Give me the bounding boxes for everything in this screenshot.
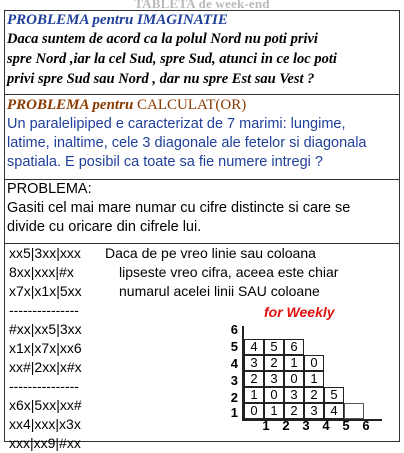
puzzle-row: xxx|xx9|#xx xyxy=(9,435,81,451)
problem-calculator-heading xyxy=(7,95,399,115)
x-axis-label: 6 xyxy=(362,418,370,433)
grid-cell: 6 xyxy=(284,339,304,355)
puzzle-row: 8xx|xxx|#x xyxy=(9,264,74,280)
puzzle-separator: --------------- xyxy=(9,302,79,318)
problem-imaginatie-line: spre Nord ,iar la cel Sud, spre Sud, atunci in ce loc poti xyxy=(7,51,337,67)
x-axis-label: 5 xyxy=(342,418,350,433)
problem-divisibility xyxy=(5,180,399,244)
grid-cell: 5 xyxy=(264,339,284,355)
grid-cell: 1 xyxy=(264,403,284,419)
puzzle-row: x7x|x1x|5xx xyxy=(9,283,82,299)
weekly-label: for Weekly xyxy=(264,304,335,320)
x-axis-label: 2 xyxy=(282,418,290,433)
grid-cell: 3 xyxy=(304,403,324,419)
grid-cell: 1 xyxy=(284,355,304,371)
grid-cell: 3 xyxy=(264,371,284,387)
grid-cell: 2 xyxy=(304,387,324,403)
page-title: TABLETA de week-end xyxy=(134,0,270,11)
puzzle-row: x1x|x7x|xx6 xyxy=(9,340,82,356)
grid-cell: 4 xyxy=(324,403,344,419)
problem-calculator-line: spatiala. E posibil ca toate sa fie numere intregi ? xyxy=(7,154,323,170)
grid-cell: 2 xyxy=(244,371,264,387)
puzzle-row: xx4|xxx|x3x xyxy=(9,416,81,432)
puzzle-separator: --------------- xyxy=(9,378,79,394)
problem-imaginatie-line: Daca suntem de acord ca la polul Nord nu poti privi xyxy=(7,31,318,47)
grid-cell: 2 xyxy=(264,355,284,371)
problem-calculator xyxy=(5,95,399,180)
grid-cell: 4 xyxy=(244,339,264,355)
x-axis-label: 4 xyxy=(322,418,330,433)
grid-cell: 1 xyxy=(304,371,324,387)
y-axis-label: 6 xyxy=(230,322,238,337)
grid-cell: 0 xyxy=(304,355,324,371)
puzzle-row: xx5|3xx|xxx xyxy=(9,245,81,261)
puzzle-row: x6x|5xx|xx# xyxy=(9,397,82,413)
puzzle-section xyxy=(5,244,399,451)
problem-divisibility-line: Gasiti cel mai mare numar cu cifre distincte si care se xyxy=(7,200,351,216)
grid-cell: 3 xyxy=(244,355,264,371)
y-axis-label: 2 xyxy=(230,390,238,405)
puzzle-row: xx#|2xx|x#x xyxy=(9,359,82,375)
sudoku-puzzle xyxy=(9,244,82,453)
x-axis-label: 1 xyxy=(262,418,270,433)
tableta-frame xyxy=(4,10,400,451)
y-axis-label: 3 xyxy=(230,373,238,388)
problem-calculator-line: Un paralelipiped e caracterizat de 7 marimi: lungime, xyxy=(7,116,346,132)
y-axis-label: 4 xyxy=(230,356,238,371)
heading-rest: CALCULAT(OR) xyxy=(137,97,247,113)
puzzle-row: #xx|xx5|3xx xyxy=(9,321,82,337)
instruction-line: Daca de pe vreo linie sau coloana xyxy=(105,245,316,261)
grid-cell: 5 xyxy=(324,387,344,403)
grid-cell: 1 xyxy=(244,387,264,403)
grid-cell: 0 xyxy=(244,403,264,419)
y-axis-label: 5 xyxy=(230,339,238,354)
problem-imaginatie-line: privi spre Sud sau Nord , dar nu spre Est sau Vest ? xyxy=(7,71,315,87)
grid-cell-empty xyxy=(344,403,364,419)
problem-calculator-line: latime, inaltime, cele 3 diagonale ale fetelor si diagonala xyxy=(7,135,367,151)
problem-divisibility-line: divide cu oricare din cifrele lui. xyxy=(7,219,202,235)
instruction-line: numarul acelei linii SAU coloane xyxy=(119,283,320,299)
problem-imaginatie-heading: PROBLEMA pentru IMAGINATIE xyxy=(7,12,228,28)
instruction-line: lipseste vreo cifra, aceea este chiar xyxy=(119,264,339,280)
problem-divisibility-heading: PROBLEMA: xyxy=(7,181,92,197)
grid-cell: 3 xyxy=(284,387,304,403)
heading-italic: PROBLEMA pentru xyxy=(7,97,138,113)
x-axis-label: 3 xyxy=(302,418,310,433)
grid-cell: 0 xyxy=(284,371,304,387)
staircase-grid xyxy=(226,304,396,439)
y-axis-label: 1 xyxy=(230,405,238,420)
grid-cell: 2 xyxy=(284,403,304,419)
grid-cell: 0 xyxy=(264,387,284,403)
problem-imaginatie xyxy=(5,11,399,95)
